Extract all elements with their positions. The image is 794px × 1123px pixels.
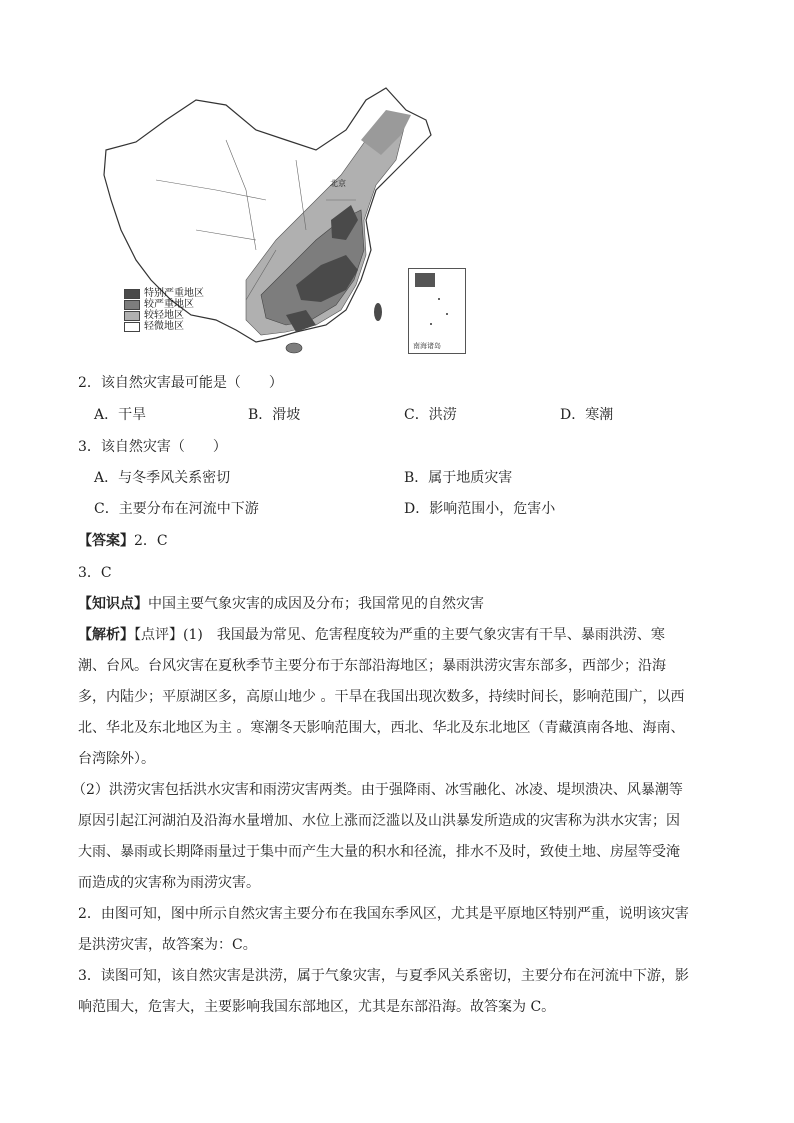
- knowledge-text: 中国主要气象灾害的成因及分布；我国常见的自然灾害: [148, 596, 484, 612]
- analysis-p4-line-2: 响范围大，危害大，主要影响我国东部地区，尤其是东部沿海。故答案为 C。: [78, 999, 556, 1015]
- q2-stem: 2．该自然灾害最可能是（ ）: [78, 375, 283, 391]
- legend-item-moderate: [124, 299, 204, 310]
- q2-option-c: C．洪涝: [404, 407, 457, 423]
- analysis-line-1: [78, 624, 665, 644]
- analysis-line-2: 潮、台风。台风灾害在夏秋季节主要分布于东部沿海地区；暴雨洪涝灾害东部多，西部少；沿海: [78, 658, 666, 674]
- legend-label: 特别严重地区: [144, 287, 204, 299]
- legend-label: 较严重地区: [144, 298, 194, 310]
- analysis-line-5: 台湾除外）。: [78, 751, 155, 767]
- answer-text-1: 2．C: [134, 533, 168, 549]
- legend-swatch: [124, 289, 140, 299]
- legend-item-light: [124, 310, 204, 321]
- analysis-p2-line-3: 大雨、暴雨或长期降雨量过于集中而产生大量的积水和径流，排水不及时，致使土地、房屋等受淹: [78, 844, 680, 860]
- analysis-line-3: 多，内陆少；平原湖区多，高原山地少 。干旱在我国出现次数多，持续时间长，影响范围广，以西: [78, 689, 685, 705]
- hainan-island: [286, 343, 302, 353]
- knowledge-point: [78, 593, 484, 613]
- legend-swatch: [124, 311, 140, 321]
- inset-graphic: [409, 269, 465, 339]
- analysis-line-4: 北、华北及东北地区为主 。寒潮冬天影响范围大，西北、华北及东北地区（青藏滇南各地、海南、: [78, 720, 685, 736]
- analysis-p4-line-1: 3．读图可知，该自然灾害是洪涝，属于气象灾害，与夏季风关系密切，主要分布在河流中下游，影: [78, 968, 689, 984]
- q2-option-d: D．寒潮: [560, 407, 614, 423]
- knowledge-tag: 【知识点】: [78, 596, 148, 612]
- analysis-p3-line-1: 2．由图可知，图中所示自然灾害主要分布在我国东季风区，尤其是平原地区特别严重，说明该灾害: [78, 906, 689, 922]
- review-tag: 【点评】: [134, 627, 183, 643]
- legend-item-severe: [124, 288, 204, 299]
- q3-option-a: A．与冬季风关系密切: [94, 470, 231, 486]
- answer-line-1: [78, 530, 168, 550]
- analysis-p2-line-2: 原因引起江河湖泊及沿海水量增加、水位上涨而泛滥以及山洪暴发所造成的灾害称为洪水灾害；因: [78, 813, 680, 829]
- analysis-tag: 【解析】: [78, 627, 134, 643]
- legend-label: 较轻地区: [144, 309, 184, 321]
- legend-swatch: [124, 322, 140, 332]
- beijing-label: 北京: [330, 179, 346, 188]
- q3-option-c: C．主要分布在河流中下游: [94, 501, 259, 517]
- q2-option-a: A．干旱: [94, 407, 147, 423]
- legend-label: 轻微地区: [144, 320, 184, 332]
- south-china-sea-inset: [408, 268, 466, 354]
- map-legend: [124, 288, 204, 332]
- analysis-p2-line-1: （2）洪涝灾害包括洪水灾害和雨涝灾害两类。由于强降雨、冰雪融化、冰凌、堤坝溃决、风暴潮等: [72, 782, 683, 798]
- answer-tag: 【答案】: [78, 533, 134, 549]
- analysis-p3-line-2: 是洪涝灾害，故答案为：C。: [78, 937, 257, 953]
- analysis-p2-line-4: 而造成的灾害称为雨涝灾害。: [78, 875, 260, 891]
- answer-line-2: 3．C: [78, 565, 112, 581]
- legend-item-minor: [124, 321, 204, 332]
- q2-option-b: B．滑坡: [248, 407, 301, 423]
- analysis-text: (1) 我国最为常见、危害程度较为严重的主要气象灾害有干旱、暴雨洪涝、寒: [183, 627, 665, 643]
- q3-option-b: B．属于地质灾害: [404, 470, 513, 486]
- q3-option-d: D．影响范围小，危害小: [404, 501, 556, 517]
- taiwan-island: [374, 303, 382, 321]
- legend-swatch: [124, 300, 140, 310]
- q3-stem: 3．该自然灾害（ ）: [78, 439, 227, 455]
- inset-label: 南海诸岛: [413, 342, 441, 350]
